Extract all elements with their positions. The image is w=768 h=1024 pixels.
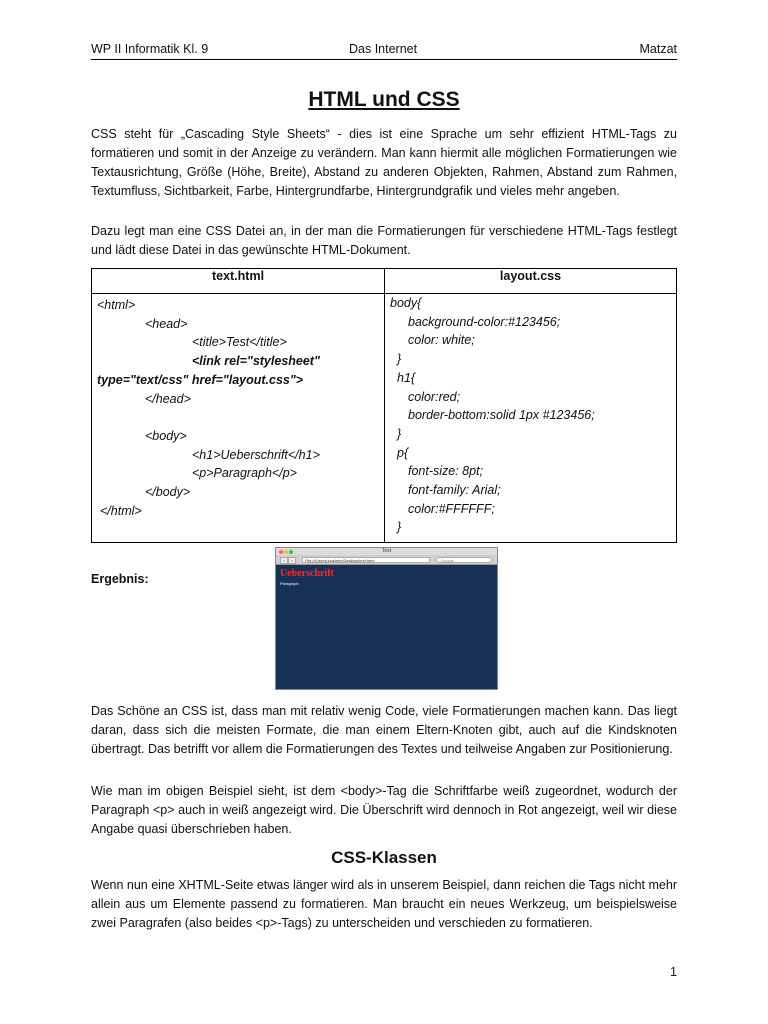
explanation-paragraph-1: Das Schöne an CSS ist, dass man mit relativ wenig Code, viele Formatierungen machen kann. Das liegt daran, dass sich die meisten Formate, die man einem Eltern-Knoten gibt, auch auf die Kindsknoten übertragt. Das betrifft vor allem die Formatierungen des Textes und teilweise Angaben zur Positionierung. [91,704,677,756]
browser-search: Google [436,557,492,563]
header-topic: Das Internet [349,42,418,56]
css-code-cell [385,294,677,543]
html-code-cell [92,294,385,543]
html-code-line: <body> [145,428,187,443]
page-title: HTML und CSS [308,88,460,111]
code-header-html: text.html [92,269,385,294]
css-code-line: color:#FFFFFF; [408,501,495,516]
header-course: WP II Informatik Kl. 9 [91,42,209,56]
code-header-css: layout.css [385,269,677,294]
forward-arrow-icon: › [288,557,296,564]
css-code-line: p{ [397,445,409,460]
maximize-dot-icon [289,550,293,554]
code-table [91,268,677,543]
browser-toolbar [276,555,497,565]
rendered-paragraph: Paragraph [280,581,299,586]
section-title-css-klassen: CSS-Klassen [331,848,437,867]
html-code-line: <html> [97,298,136,312]
html-code-line: <p>Paragraph</p> [192,466,297,481]
back-arrow-icon: ‹ [280,557,288,564]
css-code-line: border-bottom:solid 1px #123456; [408,408,595,423]
css-code-line: font-size: 8pt; [408,464,484,479]
html-code-line: </head> [145,391,191,406]
html-code-line: </body> [145,485,191,500]
browser-url: File:///Users/zzadmin/Desktop/text.html [302,557,430,563]
html-code-line: <head> [145,316,188,331]
minimize-dot-icon [284,550,288,554]
explanation-paragraph-2: Wie man im obigen Beispiel sieht, ist dem <body>-Tag die Schriftfarbe weiß zugeordnet, wodurch der Paragraph <p> auch in weiß angezeigt wird. Die Überschrift wird dennoch in Rot angezeigt, weil wir diese Angabe quasi überschrieben haben. [91,784,677,836]
css-code-line: background-color:#123456; [408,314,561,329]
css-code-line: color: white; [408,333,475,348]
html-code-line: <link rel="stylesheet" [192,354,320,369]
browser-content [276,565,497,590]
html-code-line: <title>Test</title> [192,335,287,350]
page-header [91,42,677,60]
rendered-heading: Ueberschrift [280,568,334,579]
browser-screenshot [275,547,498,690]
css-code-line: } [397,352,402,367]
css-code-line: } [397,520,402,535]
intro-paragraph-1: CSS steht für „Cascading Style Sheets“ - dies ist eine Sprache um sehr effizient HTML-Tags zu formatieren und somit in der Anzeige zu verändern. Man kann hiermit alle möglichen Formatierungen wie Textausrichtung, Größe (Höhe, Breite), Abstand zu anderen Objekten, Rahmen, Abstand zum Rahmen, Textumfluss, Sichtbarkeit, Farbe, Hintergrundfarbe, Hintergrundgrafik und vieles mehr angeben. [91,127,677,198]
close-dot-icon [279,550,283,554]
css-klassen-paragraph: Wenn nun eine XHTML-Seite etwas länger wird als in unserem Beispiel, dann reichen die Tags nicht mehr allein aus um Elemente passend zu formatieren. Man braucht ein neues Werkzeug, um beispielsweise zwei Paragrafen (also beides <p>-Tags) zu unterscheiden und verschieden zu formatieren. [91,878,677,930]
html-code-line: <h1>Ueberschrift</h1> [192,447,320,462]
css-code-line: h1{ [397,370,416,385]
html-code-line: </html> [100,503,142,518]
css-code-line: } [397,426,402,441]
browser-titlebar [276,548,497,555]
html-code-line [97,408,384,427]
result-label: Ergebnis: [91,572,149,586]
css-code-line: font-family: Arial; [408,483,501,498]
intro-paragraph-2: Dazu legt man eine CSS Datei an, in der man die Formatierungen für verschiedene HTML-Tags festlegt und lädt diese Datei in das gewünschte HTML-Dokument. [91,224,677,257]
css-code-line: body{ [390,296,422,310]
html-code-line: type="text/css" href="layout.css"> [97,372,304,387]
header-author: Matzat [639,42,677,56]
css-code-line: color:red; [408,389,461,404]
page-number: 1 [670,965,677,979]
browser-window-title: Test [381,548,392,554]
